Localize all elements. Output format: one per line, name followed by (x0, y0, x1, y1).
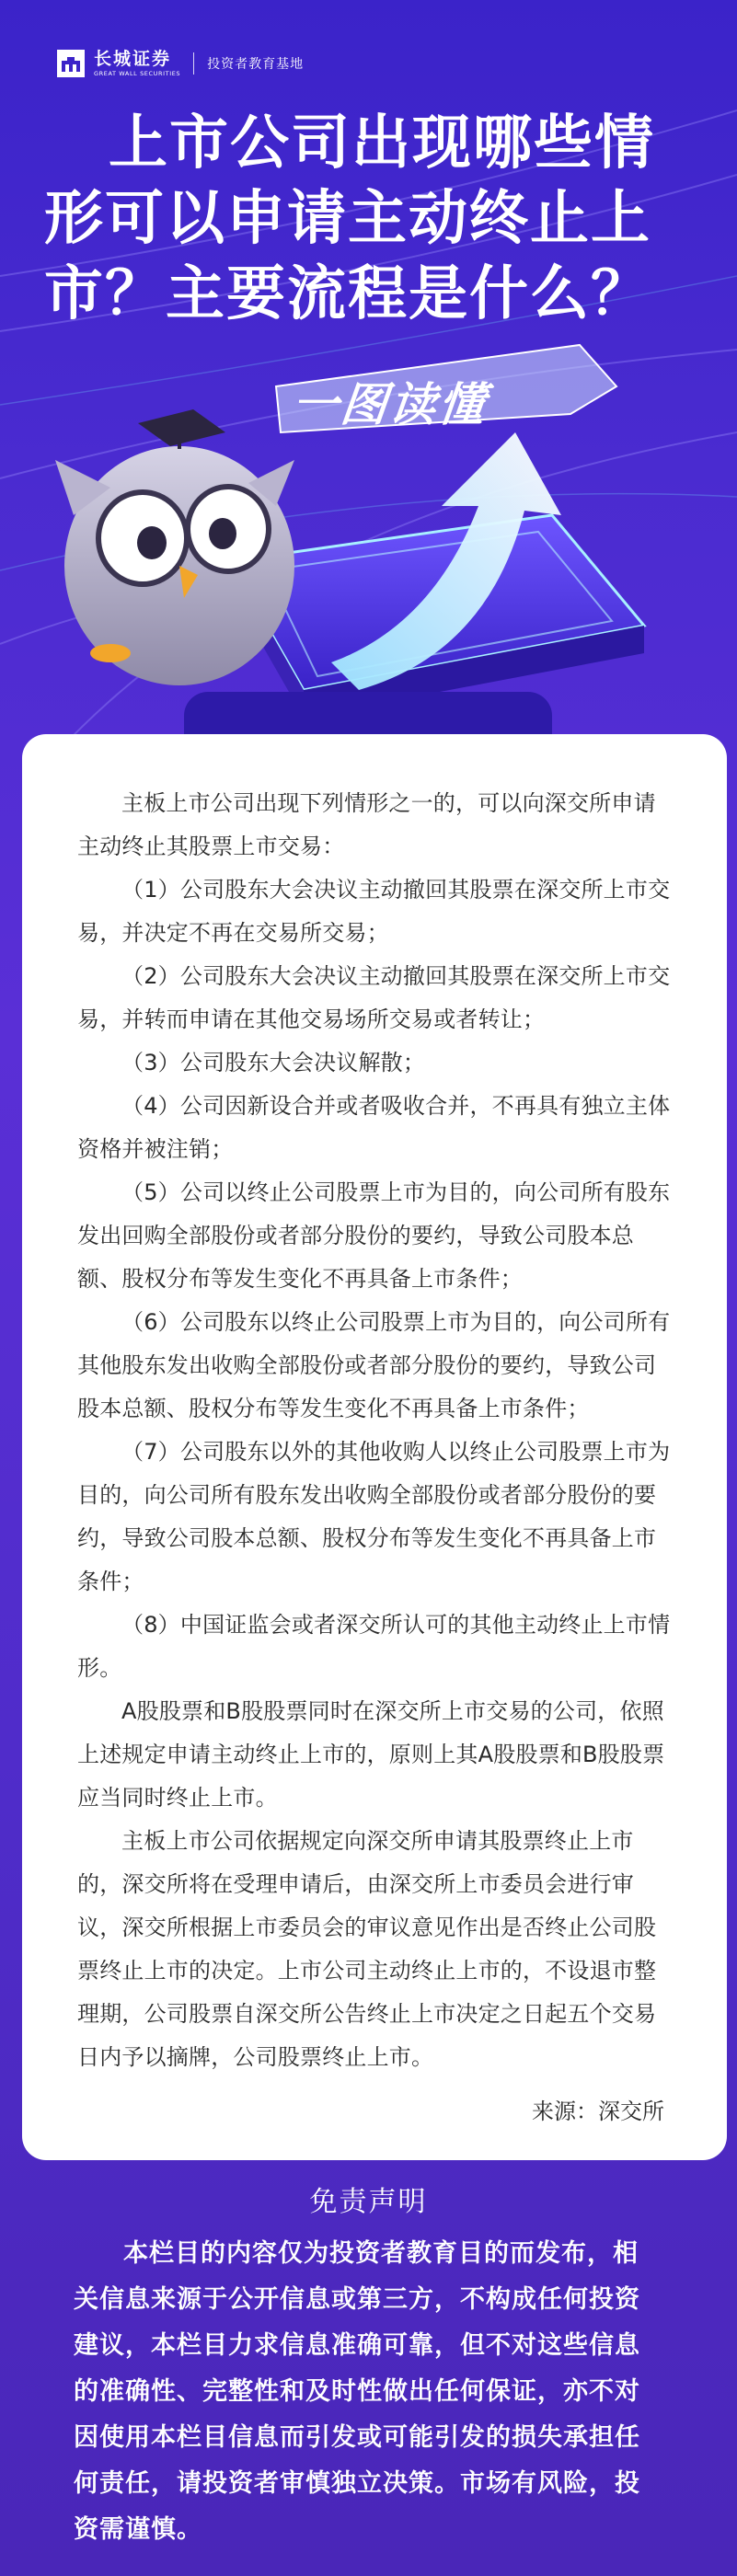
disclaimer-title: 免责声明 (309, 2186, 428, 2218)
page-title: 上市公司出现哪些情形可以申请主动终止上市？主要流程是什么？ (44, 109, 655, 328)
paragraph-ab-shares: A股股票和B股股票同时在深交所上市交易的公司，依照上述规定申请主动终止上市的，原则上其A股股票和B股股票应当同时终止上市。 (77, 1698, 665, 1811)
paragraph-process: 主板上市公司依据规定向深交所申请其股票终止上市的，深交所将在受理申请后，由深交所上市委员会进行审议，深交所根据上市委员会的审议意见作出是否终止公司股票终止上市的决定。上市公司主动终止上市的，不设退市整理期，公司股票自深交所公告终止上市决定之日起五个交易日内予以摘牌，公司股票终止上市。 (77, 1828, 657, 2070)
header-divider (193, 52, 194, 75)
brand-logo-icon (57, 50, 85, 77)
paragraph-item-2: （2）公司股东大会决议主动撤回其股票在深交所上市交易，并转而申请在其他交易场所交易或者转让； (77, 963, 671, 1032)
source-note: 来源：深交所 (532, 2099, 664, 2124)
paragraph-item-1: （1）公司股东大会决议主动撤回其股票在深交所上市交易，并决定不再在交易所交易； (77, 877, 671, 946)
brand-name-en: GREAT WALL SECURITIES (94, 69, 181, 77)
paragraph-intro: 主板上市公司出现下列情形之一的，可以向深交所申请主动终止其股票上市交易： (77, 790, 656, 859)
paragraph-item-4: （4）公司因新设合并或者吸收合并，不再具有独立主体资格并被注销； (77, 1093, 671, 1162)
brand-header (57, 46, 304, 81)
hero-tag: 一图读懂 (289, 378, 490, 431)
owl-mascot-icon (55, 409, 294, 685)
paragraph-item-6: （6）公司股东以终止公司股票上市为目的，向公司所有其他股东发出收购全部股份或者部分股份的要约，导致公司股本总额、股权分布等发生变化不再具备上市条件； (77, 1309, 671, 1421)
disclaimer-body: 本栏目的内容仅为投资者教育目的而发布，相关信息来源于公开信息或第三方，不构成任何投资建议，本栏目力求信息准确可靠，但不对这些信息的准确性、完整性和及时性做出任何保证，亦不对因使用本栏目信息而引发或可能引发的损失承担任何责任，请投资者审慎独立决策。市场有风险，投资需谨慎。 (74, 2239, 640, 2544)
paragraph-item-8: （8）中国证监会或者深交所认可的其他主动终止上市情形。 (77, 1612, 671, 1681)
header-subtitle: 投资者教育基地 (207, 57, 305, 72)
brand-name-cn: 长城证券 (94, 48, 172, 69)
brand-name (94, 48, 181, 77)
paragraph-item-5: （5）公司以终止公司股票上市为目的，向公司所有股东发出回购全部股份或者部分股份的要约，导致公司股本总额、股权分布等发生变化不再具备上市条件； (77, 1179, 671, 1292)
content-card (22, 734, 727, 2160)
paragraph-item-3: （3）公司股东大会决议解散； (121, 1050, 426, 1075)
paragraph-item-7: （7）公司股东以外的其他收购人以终止公司股票上市为目的，向公司所有股东发出收购全部股份或者部分股份的要约，导致公司股本总额、股权分布等发生变化不再具备上市条件； (77, 1439, 671, 1594)
